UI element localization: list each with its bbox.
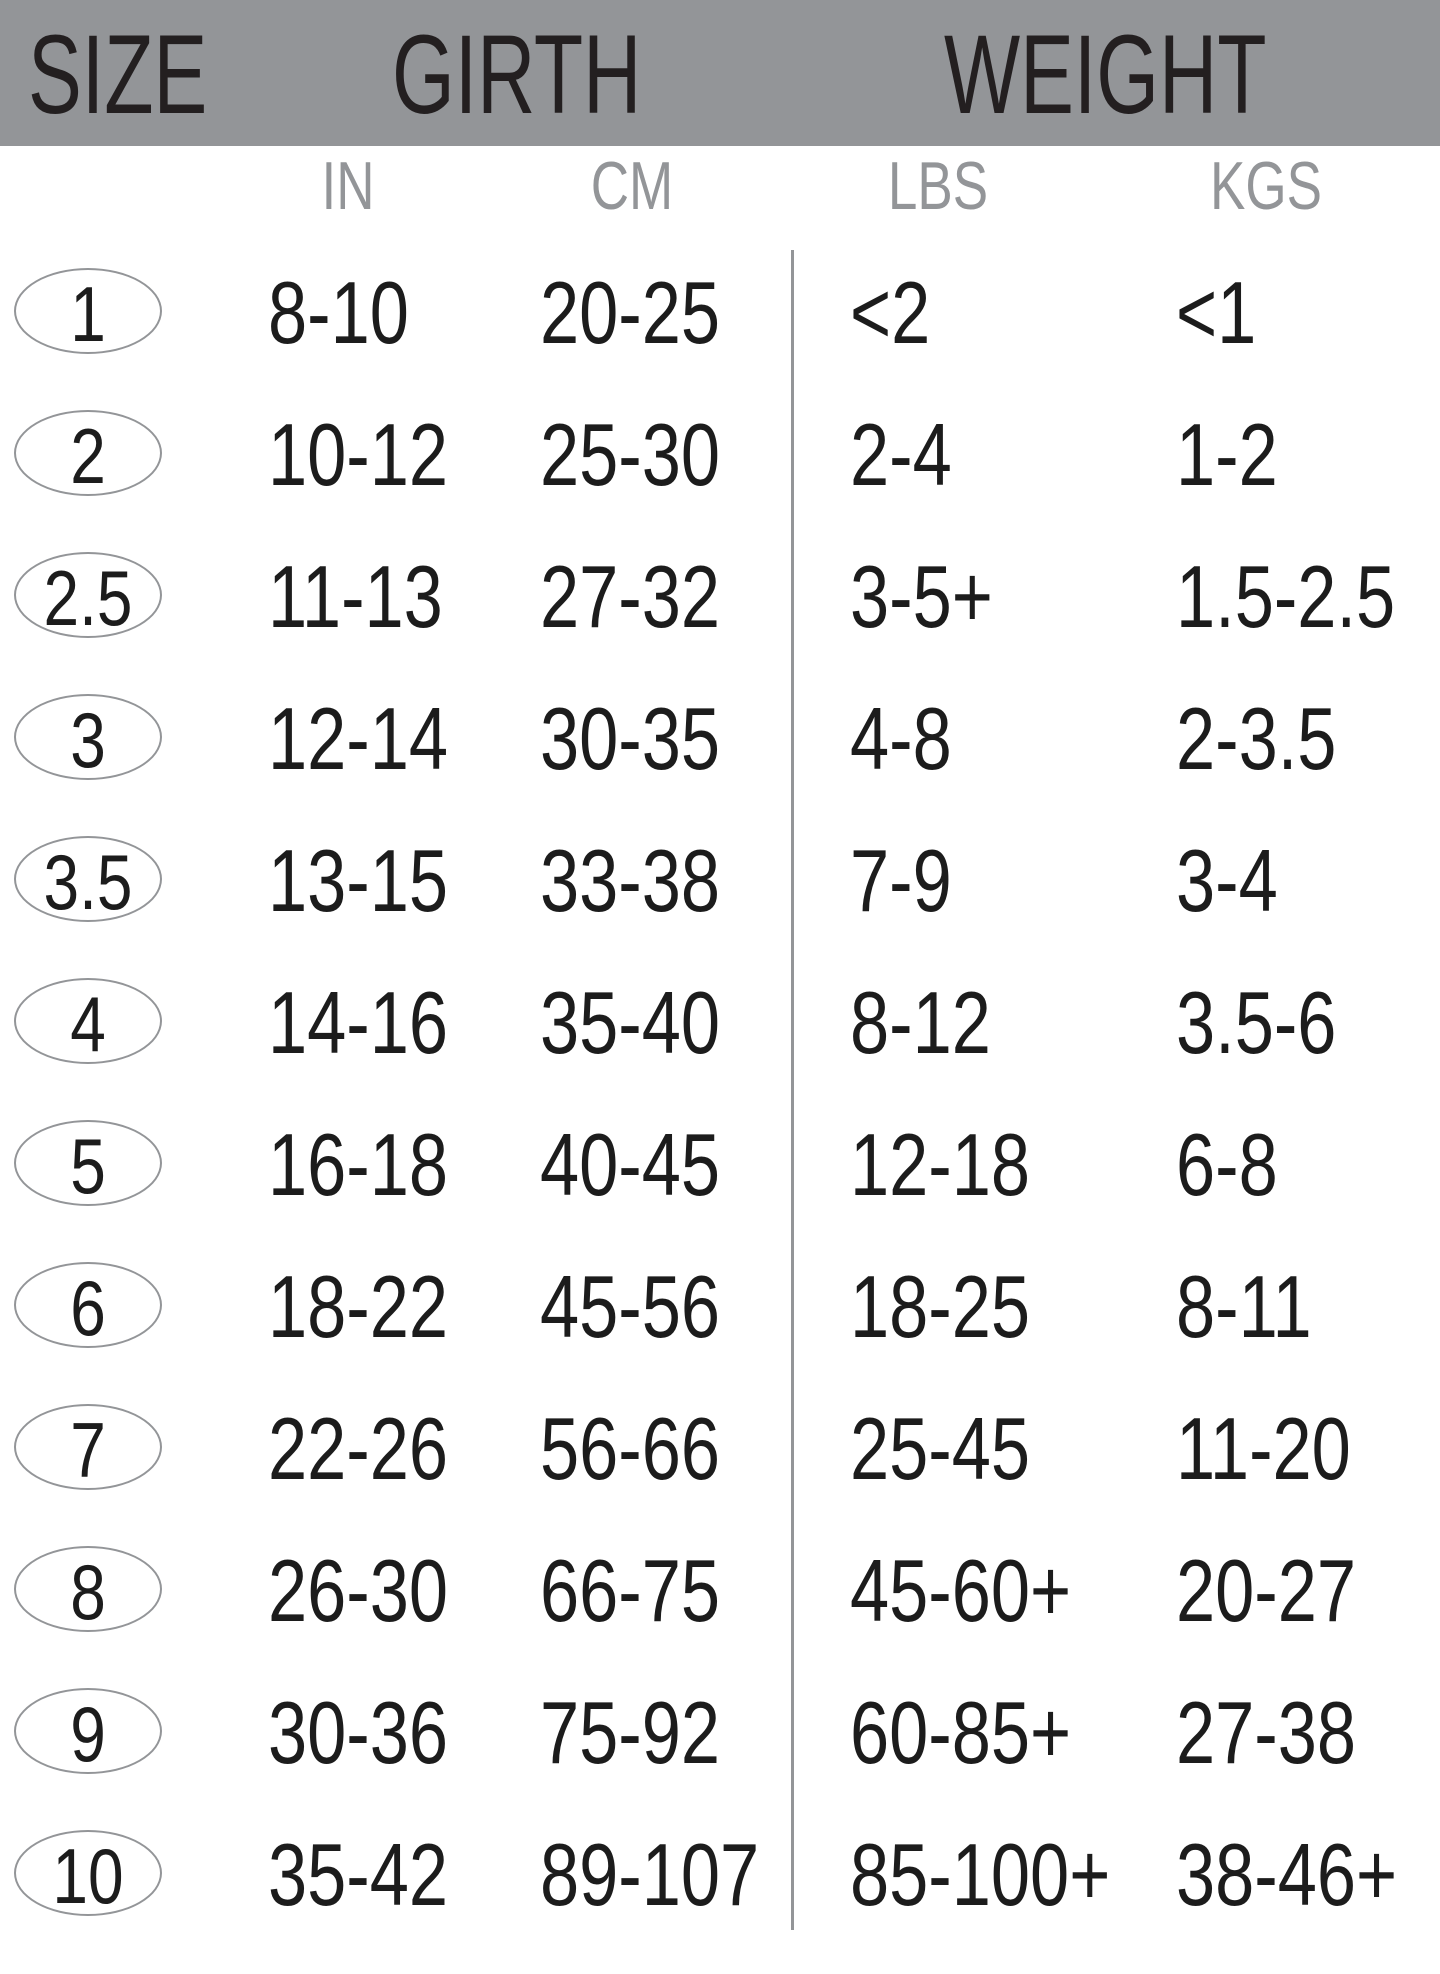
weight-kgs-cell: 2-3.5 (1176, 689, 1337, 788)
weight-kgs-cell: 11-20 (1176, 1399, 1351, 1498)
size-value: 8 (70, 1548, 106, 1636)
girth-in-cell: 10-12 (268, 405, 449, 504)
girth-in-cell: 35-42 (268, 1825, 449, 1924)
weight-lbs-cell: 7-9 (850, 831, 952, 930)
girth-in-cell: 13-15 (268, 831, 449, 930)
girth-in-cell: 14-16 (268, 973, 449, 1072)
weight-lbs-cell: 60-85+ (850, 1683, 1072, 1782)
unit-kgs-label: KGS (1209, 148, 1323, 224)
table-row (0, 1514, 1440, 1656)
unit-lbs-label: LBS (887, 148, 989, 224)
size-value: 2 (70, 412, 106, 500)
girth-in-cell: 11-13 (268, 547, 443, 646)
girth-in-cell: 16-18 (268, 1115, 449, 1214)
girth-cm-cell: 27-32 (540, 547, 721, 646)
table-row (0, 1372, 1440, 1514)
weight-kgs-cell: 3-4 (1176, 831, 1278, 930)
weight-kgs-cell: 27-38 (1176, 1683, 1357, 1782)
girth-cm-cell: 25-30 (540, 405, 721, 504)
table-row (0, 662, 1440, 804)
size-value: 7 (70, 1406, 106, 1494)
weight-lbs-cell: 12-18 (850, 1115, 1031, 1214)
size-value: 10 (52, 1832, 124, 1920)
table-row (0, 236, 1440, 378)
weight-lbs-cell: 45-60+ (850, 1541, 1072, 1640)
girth-in-cell: 26-30 (268, 1541, 449, 1640)
table-row (0, 378, 1440, 520)
unit-in-label: IN (321, 148, 375, 224)
size-value: 5 (70, 1122, 106, 1210)
weight-kgs-cell: 20-27 (1176, 1541, 1357, 1640)
girth-in-cell: 22-26 (268, 1399, 449, 1498)
girth-in-cell: 8-10 (268, 263, 409, 362)
table-row (0, 520, 1440, 662)
weight-kgs-cell: 3.5-6 (1176, 973, 1337, 1072)
weight-lbs-cell: 4-8 (850, 689, 952, 788)
weight-kgs-cell: 8-11 (1176, 1257, 1312, 1356)
girth-in-cell: 12-14 (268, 689, 449, 788)
girth-cm-cell: 40-45 (540, 1115, 721, 1214)
weight-kgs-cell: 6-8 (1176, 1115, 1278, 1214)
weight-lbs-cell: 2-4 (850, 405, 952, 504)
girth-cm-cell: 20-25 (540, 263, 721, 362)
weight-lbs-cell: 85-100+ (850, 1825, 1111, 1924)
weight-header: WEIGHT (944, 12, 1267, 137)
weight-kgs-cell: 1-2 (1176, 405, 1278, 504)
weight-kgs-cell: 38-46+ (1176, 1825, 1398, 1924)
size-value: 9 (70, 1690, 106, 1778)
unit-cm-label: CM (590, 148, 674, 224)
size-value: 3.5 (43, 838, 133, 926)
table-row (0, 1088, 1440, 1230)
weight-lbs-cell: 25-45 (850, 1399, 1031, 1498)
girth-in-cell: 30-36 (268, 1683, 449, 1782)
table-row (0, 946, 1440, 1088)
girth-cm-cell: 75-92 (540, 1683, 721, 1782)
weight-kgs-cell: <1 (1176, 263, 1257, 362)
girth-cm-cell: 56-66 (540, 1399, 721, 1498)
table-row (0, 1798, 1440, 1940)
header-bar (0, 0, 1440, 146)
size-value: 3 (70, 696, 106, 784)
table-row (0, 1230, 1440, 1372)
girth-in-cell: 18-22 (268, 1257, 449, 1356)
girth-cm-cell: 66-75 (540, 1541, 721, 1640)
weight-lbs-cell: <2 (850, 263, 931, 362)
size-value: 2.5 (43, 554, 133, 642)
weight-kgs-cell: 1.5-2.5 (1176, 547, 1396, 646)
weight-lbs-cell: 18-25 (850, 1257, 1031, 1356)
size-value: 4 (70, 980, 106, 1068)
table-row (0, 1656, 1440, 1798)
size-value: 6 (70, 1264, 106, 1352)
size-value: 1 (70, 270, 106, 358)
girth-cm-cell: 35-40 (540, 973, 721, 1072)
girth-cm-cell: 33-38 (540, 831, 721, 930)
size-header: SIZE (28, 12, 208, 137)
girth-cm-cell: 45-56 (540, 1257, 721, 1356)
table-row (0, 804, 1440, 946)
girth-header: GIRTH (392, 12, 642, 137)
girth-cm-cell: 30-35 (540, 689, 721, 788)
girth-cm-cell: 89-107 (540, 1825, 760, 1924)
weight-lbs-cell: 3-5+ (850, 547, 993, 646)
weight-lbs-cell: 8-12 (850, 973, 991, 1072)
